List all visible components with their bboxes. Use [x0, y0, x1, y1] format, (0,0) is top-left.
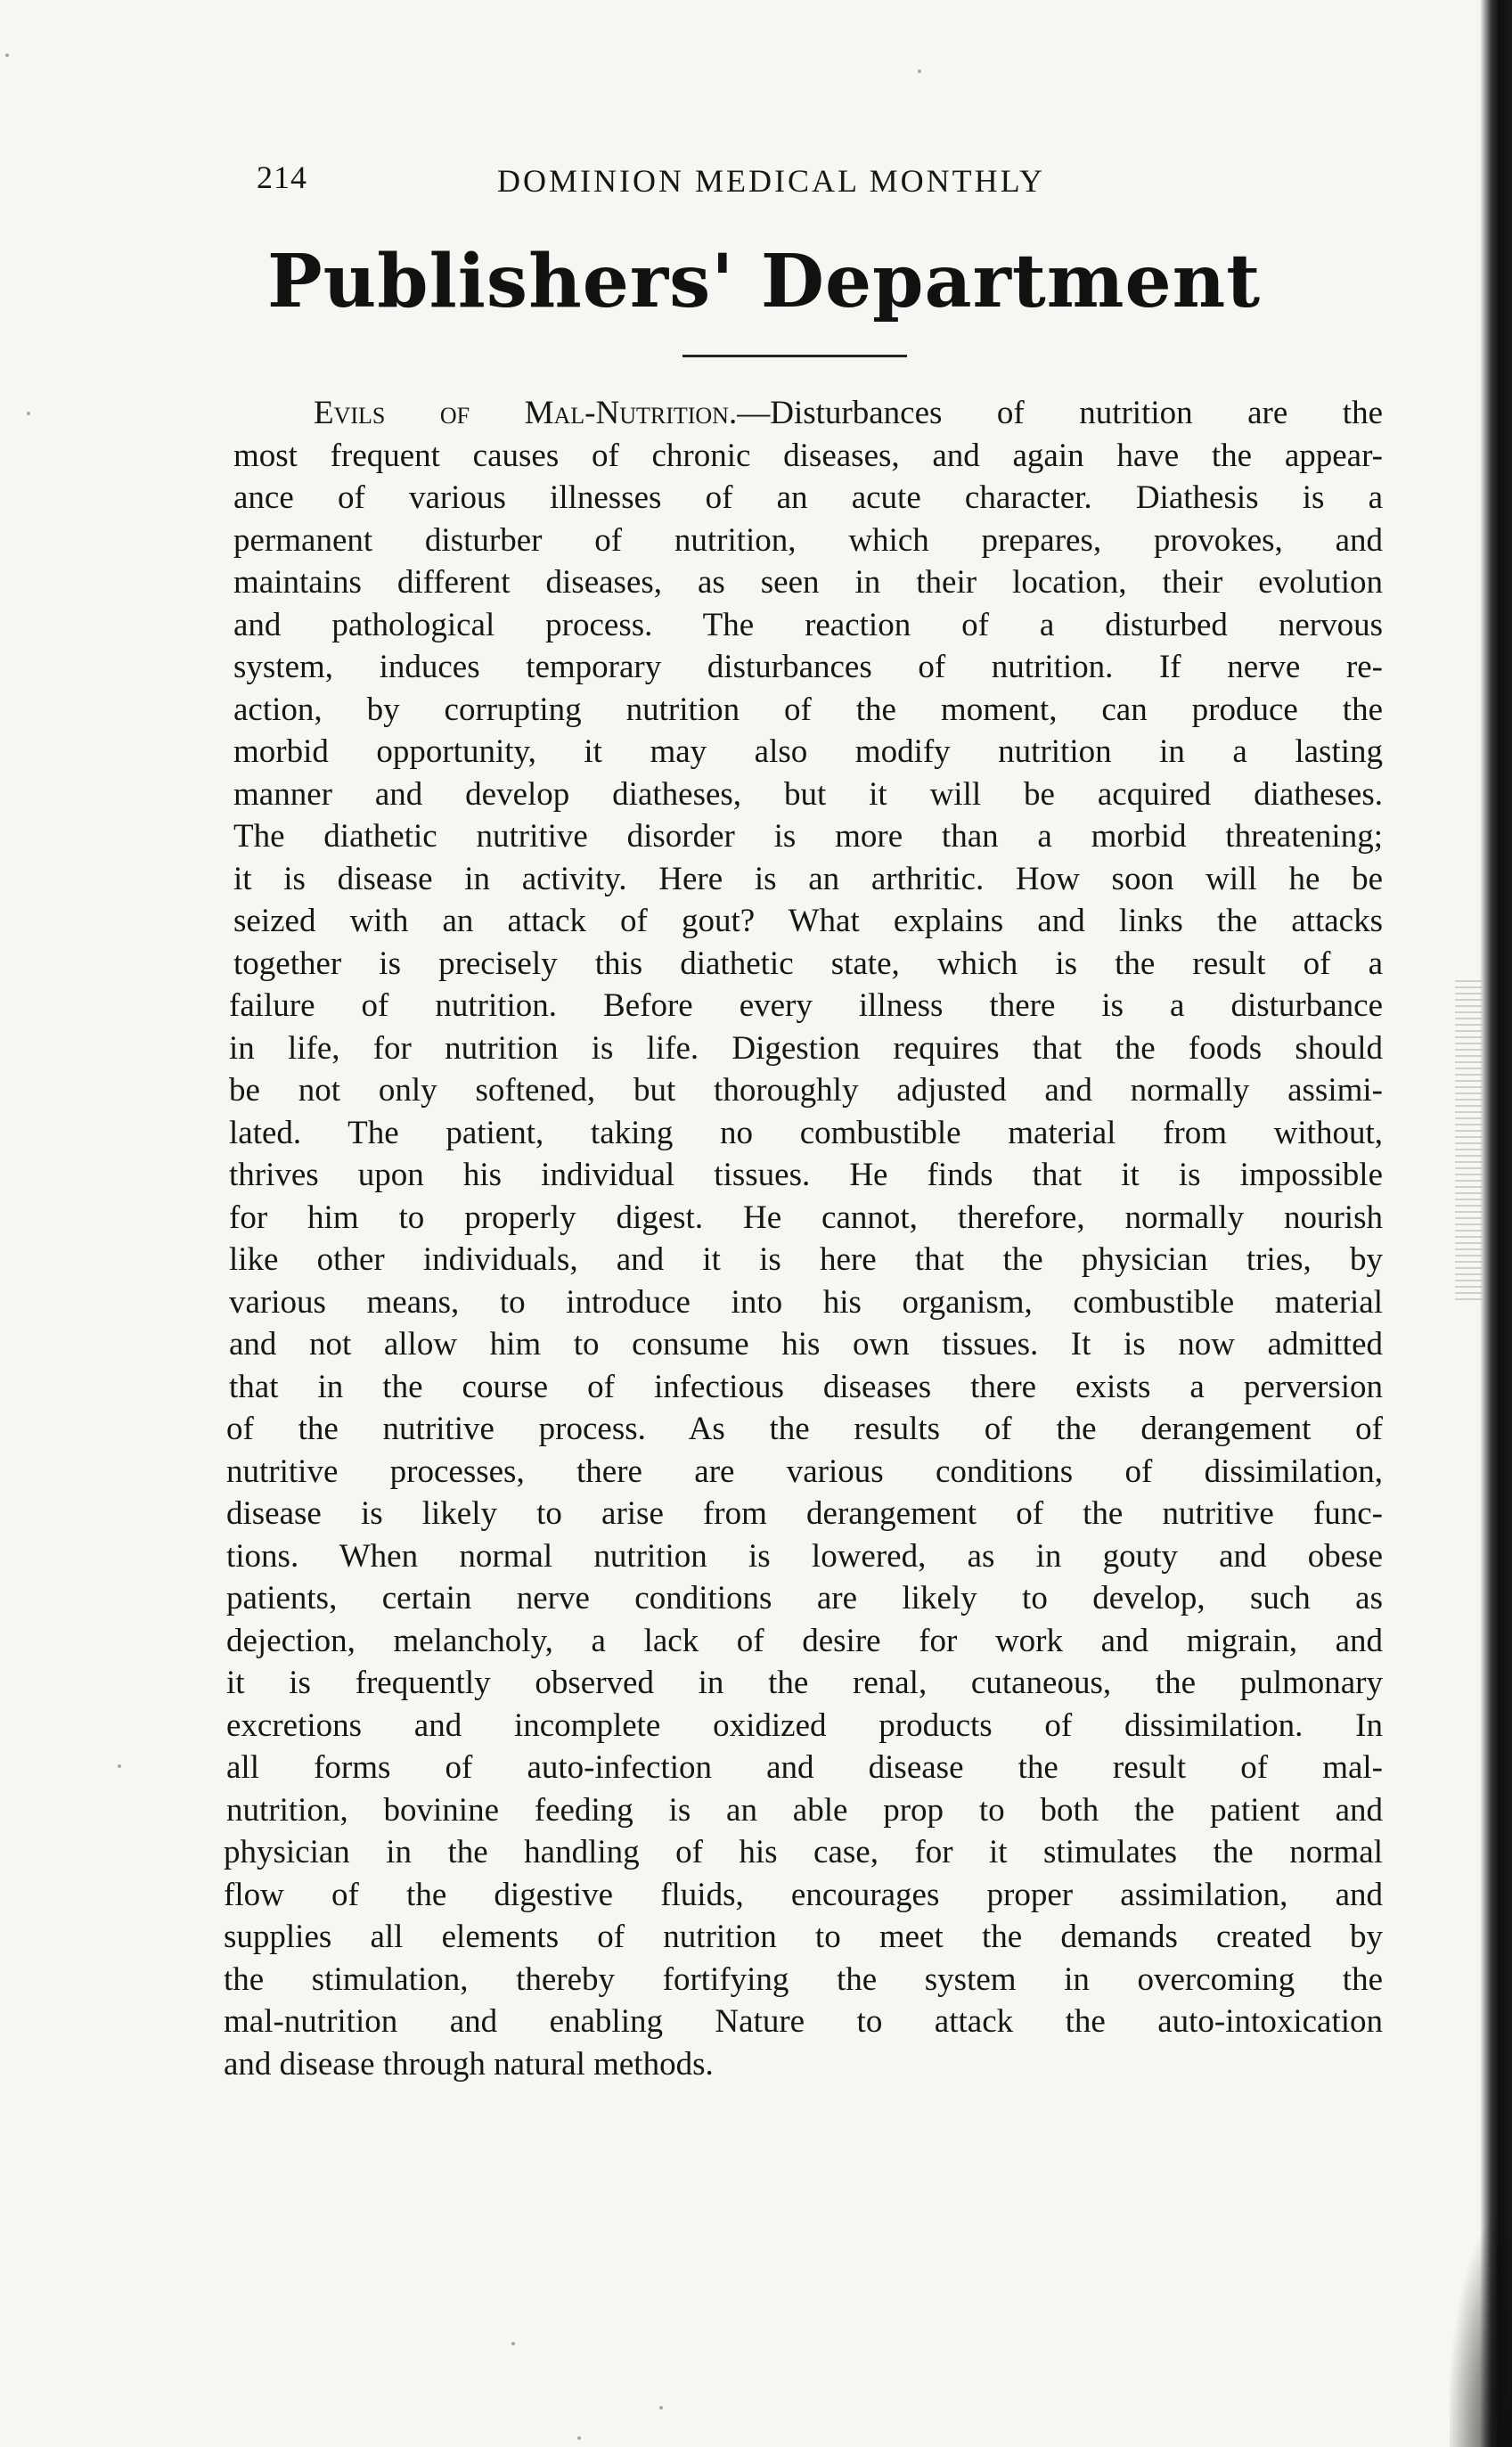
scan-speck [918, 70, 921, 73]
article-line [233, 392, 1383, 435]
article-line: all forms of auto-infection and disease the result of mal- [226, 1749, 1383, 1786]
running-head [257, 159, 1148, 203]
article-line: manner and develop diatheses, but it will be acquired diatheses. [233, 775, 1383, 813]
article-line: patients, certain nerve conditions are likely to develop, such as [226, 1580, 1383, 1616]
article-line: ance of various illnesses of an acute character. Diathesis is a [233, 479, 1383, 516]
section-heading: Publishers' Department [267, 239, 1262, 324]
article-line: seized with an attack of gout? What explains and links the attacks [233, 903, 1383, 939]
scan-speck [5, 53, 9, 57]
article-line: mal-nutrition and enabling Nature to attack the auto-intoxication [224, 2003, 1383, 2040]
heading-rule-divider [682, 355, 907, 357]
article-line: The diathetic nutritive disorder is more than a morbid threatening; [233, 818, 1383, 855]
scan-speck [27, 412, 30, 415]
article-line: system, induces temporary disturbances of nutrition. If nerve re- [233, 649, 1383, 685]
article-line: tions. When normal nutrition is lowered, as in gouty and obese [226, 1537, 1383, 1575]
page-number: 214 [257, 160, 307, 195]
article-line: and not allow him to consume his own tissues. It is now admitted [229, 1326, 1383, 1363]
article-line: the stimulation, thereby fortifying the system in overcoming the [224, 1960, 1383, 1998]
article-line: for him to properly digest. He cannot, therefore, normally nourish [229, 1199, 1383, 1236]
article-line: excretions and incomplete oxidized products of dissimilation. In [226, 1706, 1383, 1744]
article-line-text: —Disturbances of nutrition are the [737, 395, 1384, 431]
article-line: it is disease in activity. Here is an arthritic. How soon will he be [233, 860, 1383, 897]
scan-speck [659, 2406, 663, 2410]
article-body [224, 392, 1384, 2085]
article-line: failure of nutrition. Before every illness there is a disturbance [229, 987, 1383, 1024]
journal-title: DOMINION MEDICAL MONTHLY [497, 163, 1046, 199]
scanned-binding-speckle [1455, 980, 1482, 1301]
article-line: and pathological process. The reaction of a disturbed nervous [233, 606, 1383, 643]
article-line: be not only softened, but thoroughly adjusted and normally assimi- [229, 1072, 1383, 1109]
scanned-corner-shadow [1450, 2215, 1512, 2447]
article-line: nutritive processes, there are various conditions of dissimilation, [226, 1453, 1383, 1490]
scan-speck [118, 1764, 121, 1768]
article-line: disease is likely to arise from derangement of the nutritive func- [226, 1495, 1383, 1532]
scan-speck [577, 2436, 581, 2440]
article-line: lated. The patient, taking no combustible material from without, [229, 1114, 1383, 1151]
article-line: that in the course of infectious diseases there exists a perversion [229, 1368, 1383, 1405]
article-line: and disease through natural methods. [224, 2045, 714, 2083]
article-line: dejection, melancholy, a lack of desire for work and migrain, and [226, 1622, 1383, 1659]
article-line: like other individuals, and it is here that the physician tries, by [229, 1241, 1383, 1278]
article-line: physician in the handling of his case, for it stimulates the normal [224, 1834, 1383, 1870]
scan-speck [511, 2342, 515, 2345]
article-line: supplies all elements of nutrition to meet the demands created by [224, 1919, 1383, 1955]
article-line: various means, to introduce into his organism, combustible material [229, 1283, 1383, 1321]
article-line: most frequent causes of chronic diseases, and again have the appear- [233, 437, 1383, 474]
article-line: action, by corrupting nutrition of the moment, can produce the [233, 691, 1383, 728]
article-line: permanent disturber of nutrition, which prepares, provokes, and [233, 521, 1383, 559]
article-title: Evils of Mal-Nutrition. [314, 395, 738, 431]
article-line: thrives upon his individual tissues. He finds that it is impossible [229, 1157, 1383, 1193]
article-line: flow of the digestive fluids, encourages proper assimilation, and [224, 1876, 1383, 1913]
article-line: of the nutritive process. As the results of the derangement of [226, 1411, 1383, 1447]
article-line: morbid opportunity, it may also modify nutrition in a lasting [233, 733, 1383, 770]
article-line: it is frequently observed in the renal, cutaneous, the pulmonary [226, 1665, 1383, 1701]
scanned-binding-edge [1480, 0, 1512, 2447]
article-line: nutrition, bovinine feeding is an able prop to both the patient and [226, 1791, 1383, 1829]
article-line: in life, for nutrition is life. Digestion requires that the foods should [229, 1029, 1383, 1067]
article-line: together is precisely this diathetic state, which is the result of a [233, 945, 1383, 982]
article-line: maintains different diseases, as seen in their location, their evolution [233, 564, 1383, 601]
